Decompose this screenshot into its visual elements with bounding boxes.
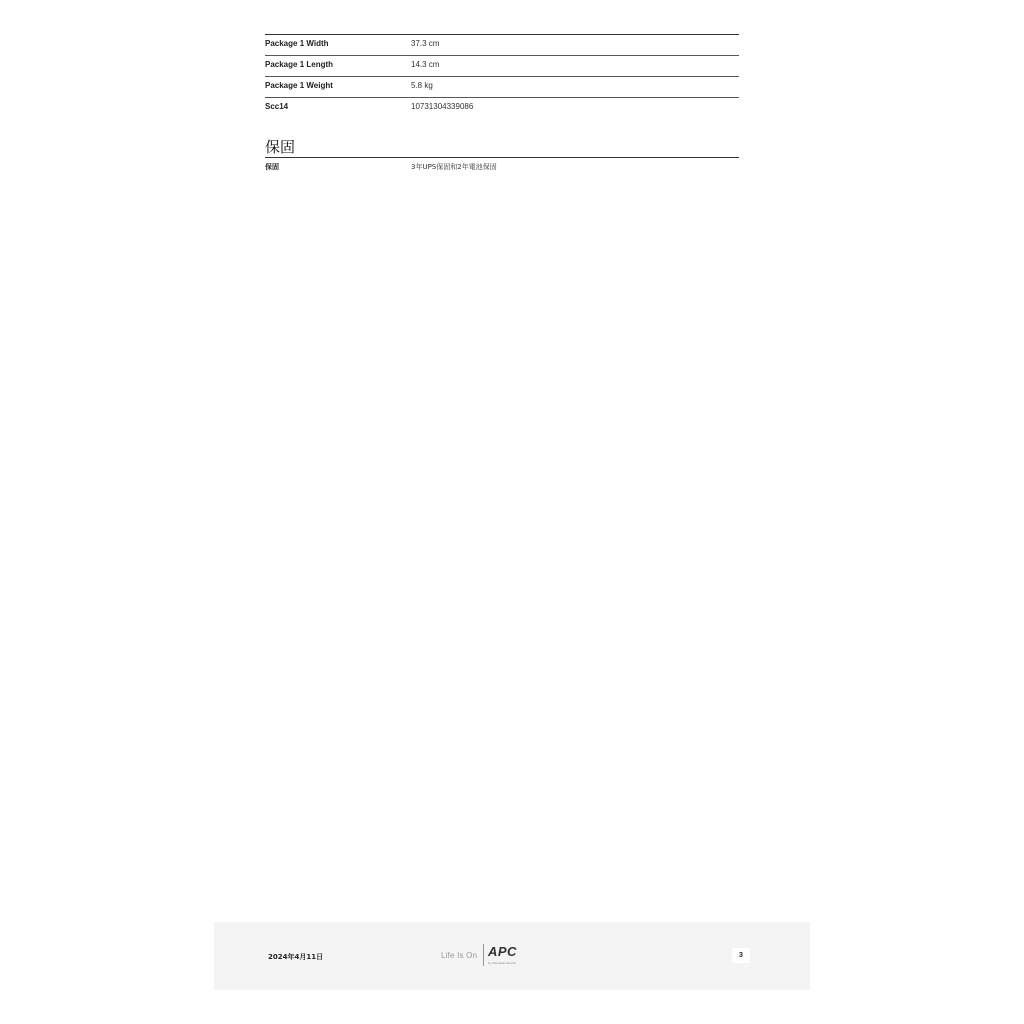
apc-logo-subtitle: by Schneider Electric <box>488 961 517 965</box>
footer-divider <box>483 944 484 966</box>
package-spec-table <box>265 34 739 119</box>
table-row <box>265 158 739 179</box>
spec-label: 保固 <box>265 163 279 171</box>
warranty-table <box>265 157 739 179</box>
spec-value: 14.3 cm <box>411 60 440 69</box>
spec-label: Package 1 Weight <box>265 81 333 90</box>
spec-value: 3年UPS保固和2年電池保固 <box>411 163 497 171</box>
table-row <box>265 98 739 119</box>
footer-date: 2024年4月11日 <box>268 953 324 961</box>
spec-label: Package 1 Length <box>265 60 334 69</box>
spec-value: 37.3 cm <box>411 39 440 48</box>
spec-value: 10731304339086 <box>411 102 474 111</box>
page-footer <box>214 922 810 990</box>
warranty-section-title: 保固 <box>265 138 296 156</box>
table-row <box>265 35 739 56</box>
table-row <box>265 77 739 98</box>
spec-label: Package 1 Width <box>265 39 329 48</box>
page-number: 3 <box>732 948 750 963</box>
table-row <box>265 56 739 77</box>
footer-tagline: Life Is On <box>441 951 478 960</box>
spec-label: Scc14 <box>265 102 289 111</box>
spec-value: 5.8 kg <box>411 81 433 90</box>
apc-logo: APC <box>488 944 517 959</box>
